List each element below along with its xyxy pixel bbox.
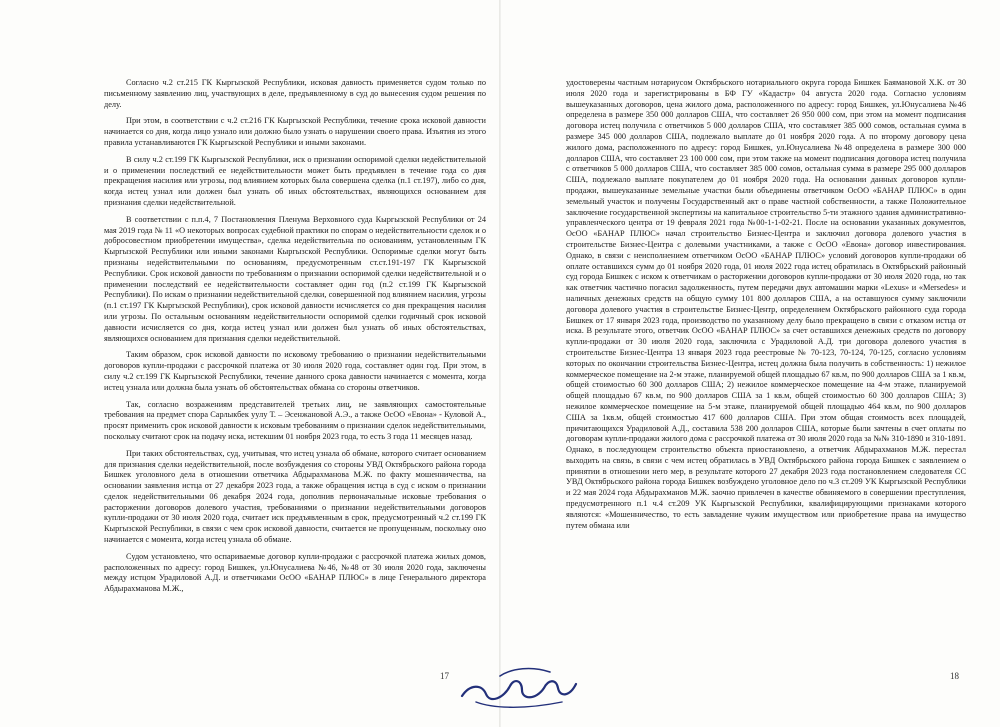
paragraph: Так, согласно возражениям представителей третьих лиц, не заявляющих самостоятельные требования на предмет спора Сарлыкбек уулу Т. – Эсенжановой А.Э., а также ОсОО «Евона» - Куловой А., просят применить срок исковой давности к исковым требованиям о признании сделок недействительными, поскольку считают срок на подачу иска, истекшим 01 ноября 2023 года, то есть 3 года 11 месяцев назад. (104, 399, 486, 441)
paragraph: В соответствии с п.п.4, 7 Постановления Пленума Верховного суда Кыргызской Республики от 24 мая 2019 года № 11 «О некоторых вопросах судебной практики по спорам о недействительности сделок и о добросовестном приобретении имущества», сделка недействительна по основаниям, установленным ГК Кыргызской Республики или иными законами Кыргызской Республики. Оспоримые сделки могут быть признаны недействительными по основаниям, предусмотренным ст.ст.191-197 ГК Кыргызской Республики. Срок исковой давности по требованиям о признании оспоримой сделки недействительной и о применении последствий ее недействительности составляет один год (п.2 ст.199 ГК Кыргызской Республики). По искам о признании недействительной сделки, совершенной под влиянием насилия, угрозы (п.1 ст.197 ГК Кыргызской Республики), срок исковой давности исчисляется со дня прекращения насилия или угрозы. По остальным основаниям недействительности оспоримой сделки годичный срок исковой давности исчисляется со дня, когда истец узнал или должен был узнать об иных обстоятельствах, являющихся основанием для признания сделки недействительной. (104, 214, 486, 343)
paragraph: Судом установлено, что оспариваемые договор купли-продажи с рассрочкой платежа жилых домов, расположенных по адресу: город Бишкек, ул.Юнусалиева №46, №48 от 30 июля 2020 года, заключены между истцом Урадиловой А.Д. и ответчиками ОсОО «БАНАР ПЛЮС» в лице Генерального директора Абдырахманова М.Ж., (104, 551, 486, 594)
left-page-text (104, 78, 486, 595)
page-number-right: 18 (950, 671, 959, 681)
paragraph: удостоверены частным нотариусом Октябрьского нотариального округа города Бишкек Баямановой Х.К. от 30 июля 2020 года и зарегистрированы в БФ ГУ «Кадастр» 04 августа 2020 года. Согласно условиям вышеуказанных договоров, цена жилого дома, расположенного по адресу: город Бишкек, ул.Юнусалиева №46 определена в размере 350 000 долларов США, что составляет 26 950 000 сом, при этом на момент подписания договора истец получила с ответчиков 5 000 долларов США, что составляет 385 000 сомов, остальная сумма в размере 345 000 долларов США, подлежало выплате до 01 ноября 2020 года. А по второму договору цена жилого дома, расположенного по адресу: город Бишкек, ул.Юнусалиева №48 определена в размере 300 000 долларов США, что составляет 23 100 000 сом, при этом также на момент подписания договора истец получила с ответчиков 5 000 долларов США, что составляет 385 000 сомов, остальная сумма в размере 295 000 долларов США, подлежало выплате покупателем до 01 ноября 2020 года. На основании данных договоров купли-продажи, вышеуказанные земельные участки были объединены ответчиком ОсОО «БАНАР ПЛЮС» в один земельный участок и получены Государственный акт о праве частной собственности, а также Положительное заключение государственной экспертизы на капитальное строительство 5-ти этажного здания административно-управленческого центра от 19 февраля 2021 года №00-1-1-02-21. После на основании указанных документов, ОсОО «БАНАР ПЛЮС» начал строительство Бизнес-Центра и заключил договора долевого участия в строительстве Бизнес-Центра с долевыми участниками, а также с ОсОО «Евона» договор инвестирования. Однако, в связи с неисполнением ответчиком ОсОО «БАНАР ПЛЮС» условий договоров купли-продажи об оплате оставшихся сумм до 01 ноября 2020 года, 01 июля 2022 года истец обратилась в Октябрьский районный суд города Бишкек с иском к ответчикам о расторжении договоров купли-продажи от 30 июля 2020 года, но так как ответчик частично погасил задолженность, путем передачи двух автомашин марки «Lexus» и «Mersedes» и наличных денежных средств на общую сумму 101 800 долларов США, а на оставшуюся сумму заключили договора долевого участия в строительстве Бизнес-Центр, определением Октябрьского районного суда города Бишкек от 17 января 2023 года, производство по указанному делу было прекращено в связи с отказом истца от иска. В результате этого, ответчик ОсОО «БАНАР ПЛЮС» за счет оставшихся денежных средств по договору купли-продажи от 30 июля 2020 года, заключила с Урадиловой А.Д. три договора долевого участия в строительстве Бизнес-Центра 13 января 2023 года реестровые № 70-123, 70-124, 70-125, согласно условиям которых по окончании строительства Бизнес-Центра, истец должна была получить в собственность: 1) нежилое коммерческое помещение на 2-м этаже, планируемой общей площадью 67 кв.м, по 900 долларов США за 1 кв.м, общей стоимостью 60 300 долларов США; 2) нежилое коммерческое помещение на 4-м этаже, планируемой общей площадью 67 кв.м, по 900 долларов США за 1 кв.м, общей стоимостью 60 300 долларов США; 3) нежилое коммерческое помещение на 5-м этаже, планируемой общей площадью 464 кв.м, по 900 долларов США за 1кв.м, общей стоимостью 417 600 долларов США. При этом общая стоимость всех площадей, причитающихся Урадиловой А.Д., составила 538 200 долларов США, которые были зачтены в счет оплаты по договорам купли-продажи жилого дома с рассрочкой платежа от 30 июля 2020 года за №№ 310-1890 и 310-1891. Однако, в последующем строительство объекта приостановлено, а ответчик Абдырахманов М.Ж. перестал выходить на связь, в связи с чем истец обратилась в УВД Октябрьского района города Бишкек с заявлением о принятии в отношении него мер, в результате которого 27 декабря 2023 года постановлением следователя СС УВД Октябрьского района города Бишкек возбуждено уголовное дело по ч.3 ст.209 УК Кыргызской Республики и 22 мая 2024 года Абдырахманов М.Ж. заочно привлечен в качестве обвиняемого в совершении преступления, предусмотренного п.1 ч.4 ст.209 УК Кыргызской Республики, квалифицирующими признаками которого являются: «Мошенничество, то есть завладение чужим имуществом или приобретение права на имущество путем обмана или (566, 78, 966, 530)
paragraph: При таких обстоятельствах, суд, учитывая, что истец узнала об обмане, которого считает основанием для признания сделки недействительной, после возбуждения со стороны УВД Октябрьского района города Бишкек уголовного дела в отношении ответчика Абдырахманова М.Ж. по факту мошенничества, на основании заявления истца от 27 декабря 2023 года, а также обращения истца в суд с иском о признании сделок недействительными 06 декабря 2024 года, дополнив первоначальные исковые требования о расторжении договоров долевого участия, требованиями о признании недействительными договоров купли-продажи от 30 июля 2020 года, считает иск предъявленным в срок, предусмотренный ч.2 ст.199 ГК Кыргызской Республики, в связи с чем срок исковой давности, считается не пропущенным, поскольку оно начинается с момента, когда истец узнала об обмане. (104, 448, 486, 545)
paragraph: Согласно ч.2 ст.215 ГК Кыргызской Республики, исковая давность применяется судом только по письменному заявлению лиц, участвующих в деле, предъявленному в суд до вынесения судом решения по делу. (104, 78, 486, 109)
paragraph: Таким образом, срок исковой давности по исковому требованию о признании недействительными договоров купли-продажи с рассрочкой платежа от 30 июля 2020 года, составляет один год. При этом, в силу ч.2 ст.199 ГК Кыргызской Республики, течение данного срока давности начинается с момента, когда истец узнала или должна была узнать об обстоятельствах обмана со стороны ответчиков. (104, 350, 486, 392)
handwritten-signature (452, 654, 602, 714)
page-number-left: 17 (440, 671, 449, 681)
right-page (500, 0, 1000, 727)
right-page-text (566, 78, 966, 531)
paragraph: В силу ч.2 ст.199 ГК Кыргызской Республики, иск о признании оспоримой сделки недействительной и о применении последствий ее недействительности может быть предъявлен в течение года со дня прекращения насилия или угрозы, под влиянием которых была совершена сделка (п.1 ст.197), либо со дня, когда истец узнал или должен был узнать об иных обстоятельствах, являющихся основанием для признания сделки недействительной. (104, 154, 486, 207)
paragraph: При этом, в соответствии с ч.2 ст.216 ГК Кыргызской Республики, течение срока исковой давности начинается со дня, когда лицо узнало или должно было узнать о нарушении своего права. Изъятия из этого правила устанавливаются ГК Кыргызской Республики и иными законами. (104, 116, 486, 147)
